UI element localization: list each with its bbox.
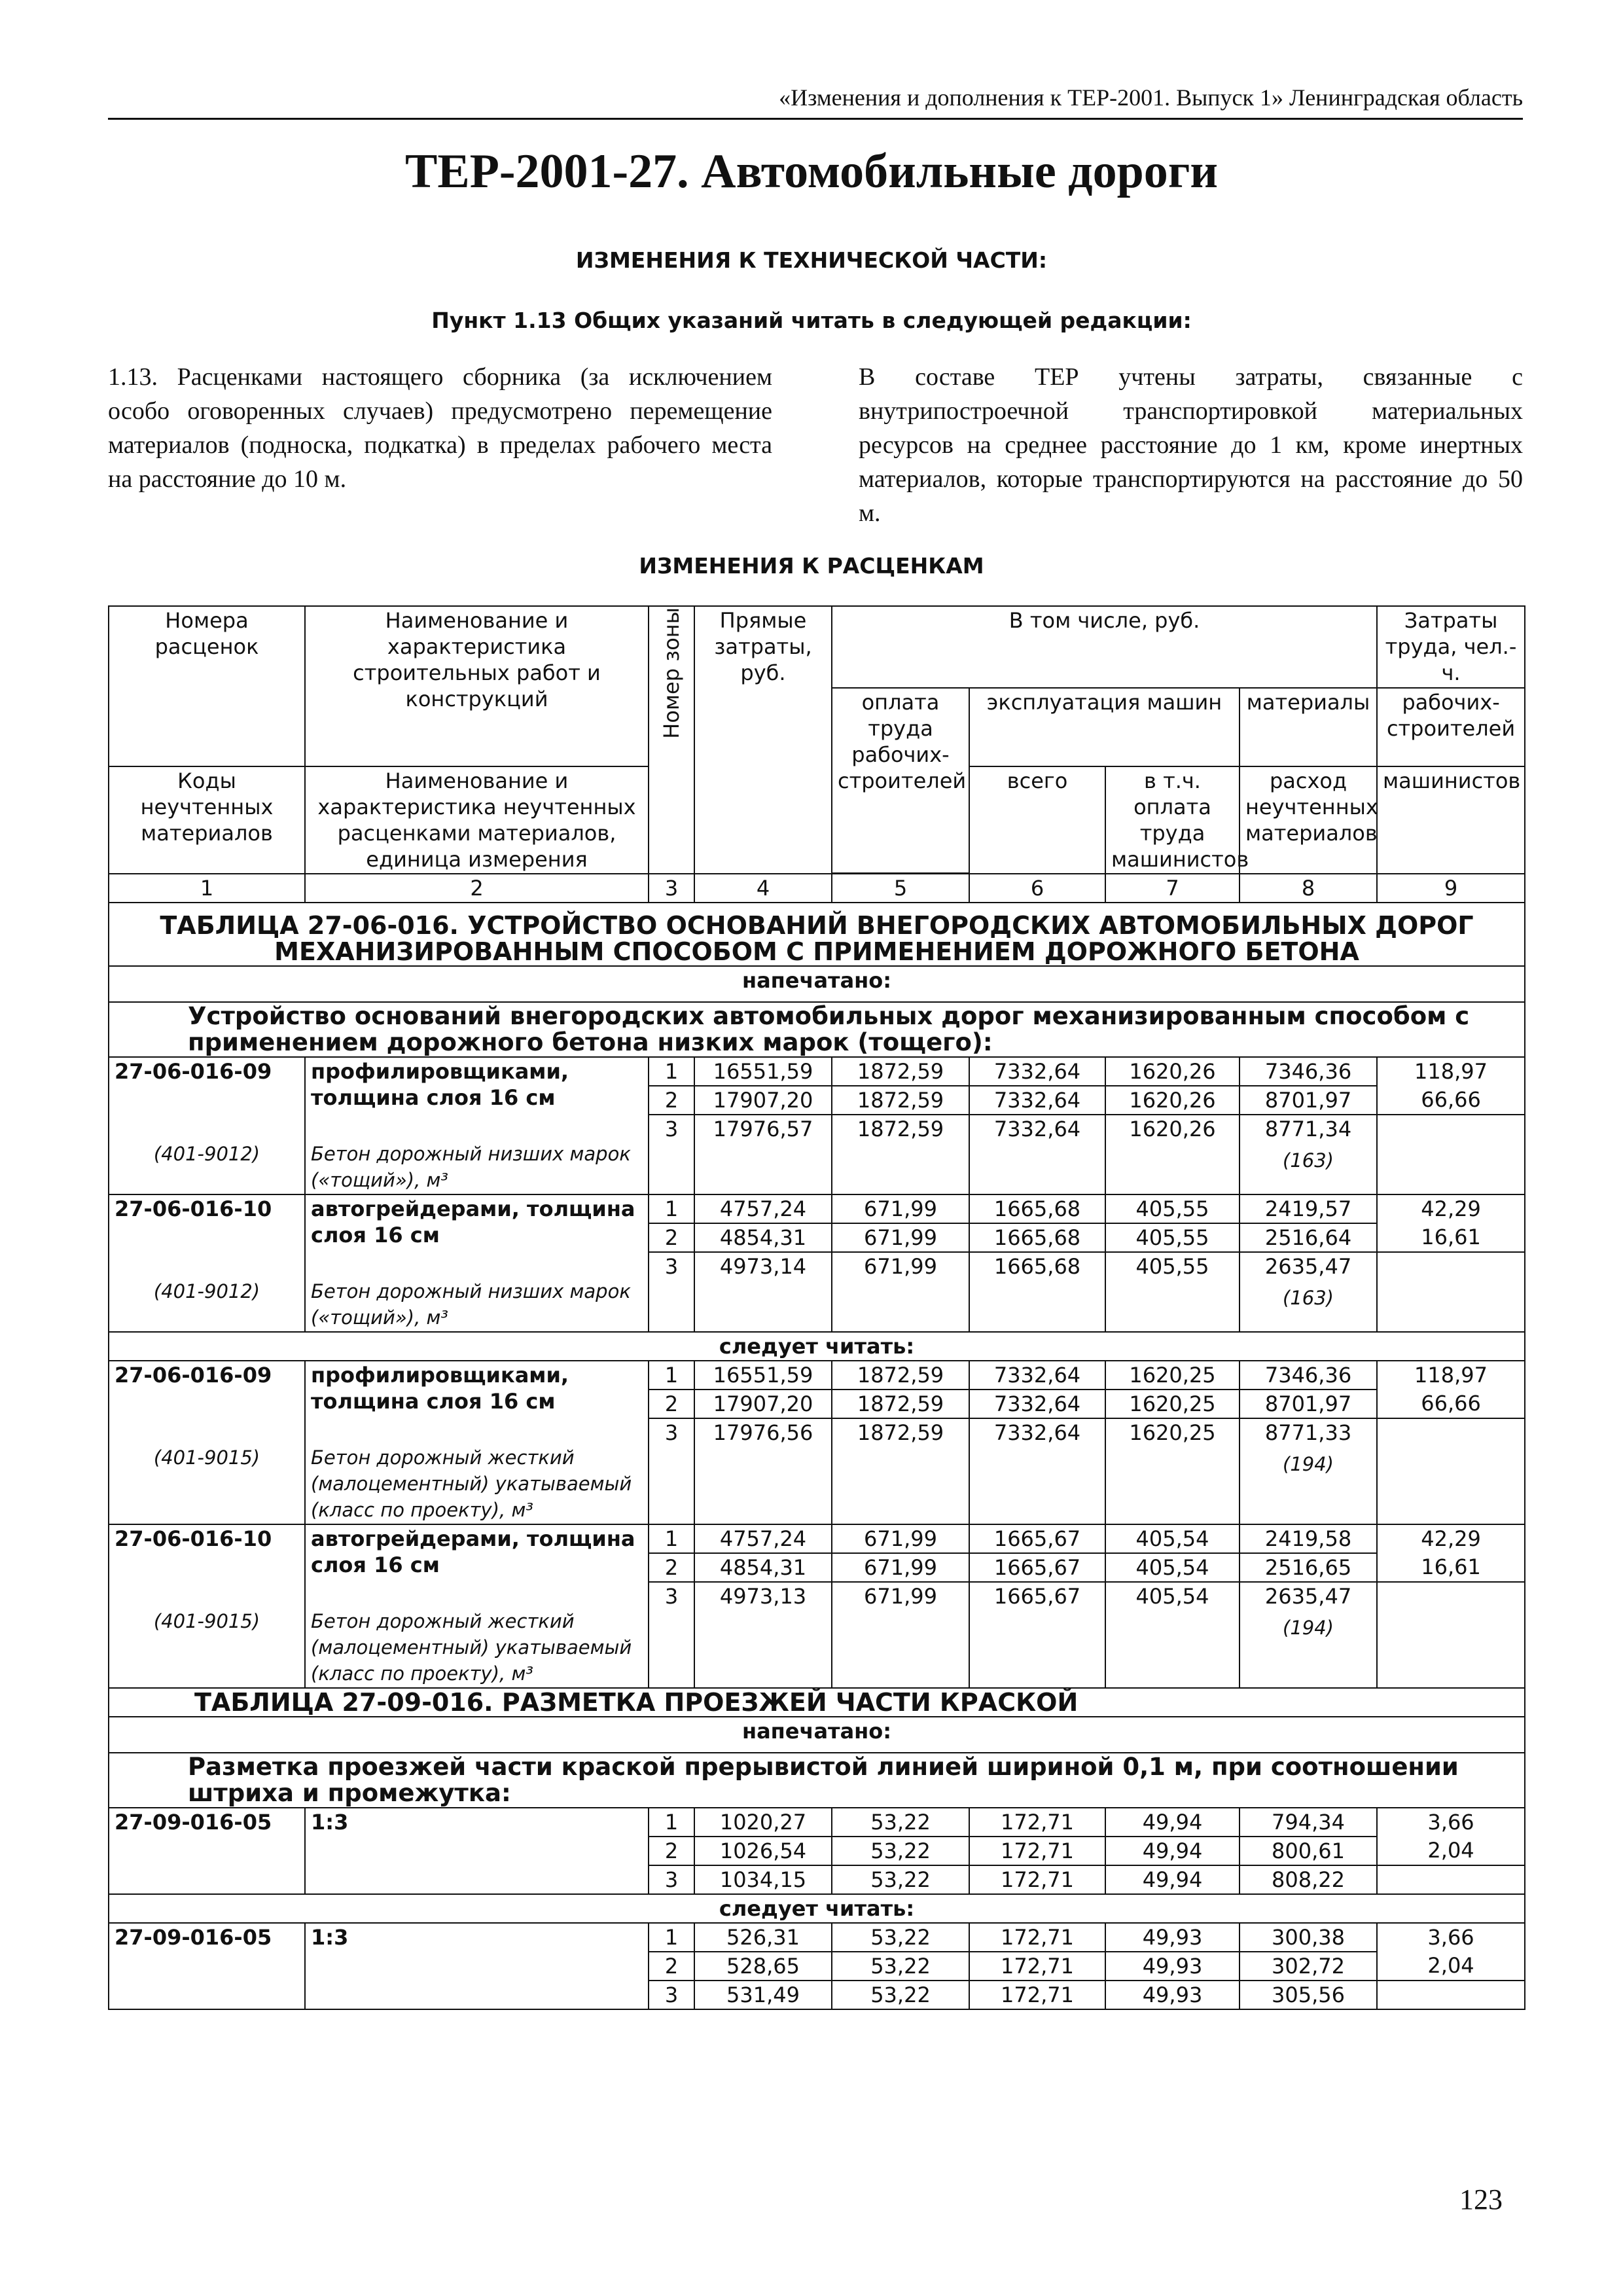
zone-cell: 3 — [649, 1115, 694, 1194]
zone-cell-materials — [1240, 1582, 1377, 1688]
zone-cell: 49,93 — [1105, 1981, 1240, 2009]
zone-cell: 302,72 — [1240, 1952, 1377, 1981]
rate-code: 27-09-016-05 — [109, 1923, 305, 1981]
zone-cell: 671,99 — [832, 1223, 969, 1252]
zone-cell: 405,55 — [1105, 1194, 1240, 1223]
zone-cell: 405,54 — [1105, 1553, 1240, 1582]
zone-cell: 1665,67 — [969, 1582, 1105, 1688]
material-use: (163) — [1283, 1149, 1334, 1172]
zone-cell: 172,71 — [969, 1865, 1105, 1894]
labor-machinists: 16,61 — [1377, 1223, 1525, 1252]
zone-cell: 800,61 — [1240, 1837, 1377, 1865]
read-as-label: следует читать: — [109, 1894, 1525, 1923]
th-total: всего — [969, 766, 1105, 874]
zone-cell: 405,55 — [1105, 1252, 1240, 1332]
th-codes: Коды неучтенных материалов — [109, 766, 305, 874]
th-machines: эксплуатация машин — [969, 688, 1240, 766]
zone-cell: 7332,64 — [969, 1418, 1105, 1524]
th-pay: оплата труда рабочих-строителей — [832, 688, 969, 873]
col-num: 7 — [1105, 874, 1240, 903]
material-name: Бетон дорожный жесткий (малоцементный) укатываемый (класс по проекту), м³ — [305, 1582, 649, 1688]
zone-cell: 300,38 — [1240, 1923, 1377, 1952]
material-code — [109, 1981, 305, 2009]
col-num: 3 — [649, 874, 694, 903]
zone-cell-materials — [1240, 1418, 1377, 1524]
zone-cell: 17976,56 — [694, 1418, 832, 1524]
labor-machinists: 2,04 — [1377, 1952, 1525, 1981]
zone-cell: 2516,64 — [1240, 1223, 1377, 1252]
zone-cell: 1 — [649, 1808, 694, 1837]
column-numbers-row — [109, 874, 1525, 903]
zone-cell: 3 — [649, 1865, 694, 1894]
rate-row — [109, 1582, 1525, 1688]
zone-cell: 17907,20 — [694, 1390, 832, 1418]
printed-label: напечатано: — [109, 966, 1525, 1002]
th-incl: В том числе, руб. — [832, 606, 1377, 688]
material-name: Бетон дорожный низших марок («тощий»), м³ — [305, 1115, 649, 1194]
rate-row — [109, 1194, 1525, 1223]
th-machinists: машинистов — [1377, 766, 1525, 874]
rate-code: 27-06-016-09 — [109, 1057, 305, 1115]
zone-cell: 2 — [649, 1086, 694, 1115]
zone-cell: 2 — [649, 1390, 694, 1418]
material-name — [305, 1865, 649, 1894]
zone-cell: 1665,67 — [969, 1553, 1105, 1582]
materials-cost: 305,56 — [1272, 1982, 1345, 2007]
table-27-06-016-subtitle: Устройство оснований внегородских автомобильных дорог механизированным способом с применением дорожного бетона низких марок (тощего): — [109, 1002, 1525, 1057]
zone-cell: 671,99 — [832, 1582, 969, 1688]
rates-section-heading: ИЗМЕНЕНИЯ К РАСЦЕНКАМ — [639, 553, 984, 579]
zone-cell: 17907,20 — [694, 1086, 832, 1115]
rate-row — [109, 1524, 1525, 1553]
zone-cell: 53,22 — [832, 1837, 969, 1865]
rate-name: автогрейдерами, толщина слоя 16 см — [305, 1524, 649, 1582]
zone-cell: 7332,64 — [969, 1086, 1105, 1115]
zone-cell: 671,99 — [832, 1194, 969, 1223]
material-use: (194) — [1283, 1617, 1334, 1639]
zone-cell: 7332,64 — [969, 1361, 1105, 1390]
zone-cell: 1 — [649, 1361, 694, 1390]
zone-cell: 1 — [649, 1923, 694, 1952]
zone-cell: 16551,59 — [694, 1057, 832, 1086]
th-mat-name: Наименование и характеристика неучтенных расценками материалов, единица измерения — [305, 766, 649, 874]
zone-cell: 8701,97 — [1240, 1086, 1377, 1115]
material-name: Бетон дорожный низших марок («тощий»), м³ — [305, 1252, 649, 1332]
labor-empty — [1377, 1865, 1525, 1894]
rate-name: профилировщиками, толщина слоя 16 см — [305, 1361, 649, 1418]
zone-cell: 1 — [649, 1057, 694, 1086]
zone-cell: 172,71 — [969, 1808, 1105, 1837]
zone-cell: 1026,54 — [694, 1837, 832, 1865]
material-code: (401-9012) — [109, 1115, 305, 1194]
material-code — [109, 1865, 305, 1894]
material-code: (401-9012) — [109, 1252, 305, 1332]
zone-cell: 49,94 — [1105, 1865, 1240, 1894]
running-header: «Изменения и дополнения к ТЕР-2001. Выпуск 1» Ленинградская область — [108, 84, 1523, 120]
zone-cell-materials — [1240, 1865, 1377, 1894]
zone-cell: 53,22 — [832, 1808, 969, 1837]
zone-cell: 2 — [649, 1837, 694, 1865]
paragraph-right: В составе ТЕР учтены затраты, связанные с внутрипостроечной транспортировкой материальных ресурсов на среднее расстояние до 1 км, кроме инертных материалов, которые транспортируются на расстояние до 50 м. — [859, 363, 1523, 527]
zone-cell: 7332,64 — [969, 1390, 1105, 1418]
labor-empty — [1377, 1582, 1525, 1688]
zone-cell: 2 — [649, 1952, 694, 1981]
rate-row — [109, 1252, 1525, 1332]
zone-cell: 53,22 — [832, 1952, 969, 1981]
zone-cell: 49,93 — [1105, 1923, 1240, 1952]
zone-cell-materials — [1240, 1981, 1377, 2009]
zone-cell: 3 — [649, 1252, 694, 1332]
zone-cell: 49,93 — [1105, 1952, 1240, 1981]
material-use: (194) — [1283, 1453, 1334, 1475]
labor-machinists: 2,04 — [1377, 1837, 1525, 1865]
zone-cell: 4854,31 — [694, 1553, 832, 1582]
zone-cell: 1620,26 — [1105, 1057, 1240, 1086]
printed-label: напечатано: — [109, 1717, 1525, 1753]
zone-cell: 7346,36 — [1240, 1057, 1377, 1086]
th-incl-pay: в т.ч. оплата труда машинистов — [1105, 766, 1240, 874]
zone-cell: 172,71 — [969, 1952, 1105, 1981]
rate-code: 27-06-016-10 — [109, 1524, 305, 1582]
tech-subheading: Пункт 1.13 Общих указаний читать в следующей редакции: — [431, 308, 1192, 333]
rate-row — [109, 1361, 1525, 1390]
rate-name: 1:3 — [305, 1923, 649, 1981]
materials-cost: 808,22 — [1272, 1867, 1345, 1892]
th-workers: рабочих-строителей — [1377, 688, 1525, 766]
zone-cell: 1872,59 — [832, 1390, 969, 1418]
th-rate-numbers: Номера расценок — [109, 606, 305, 766]
material-name: Бетон дорожный жесткий (малоцементный) укатываемый (класс по проекту), м³ — [305, 1418, 649, 1524]
zone-cell: 526,31 — [694, 1923, 832, 1952]
col-num: 4 — [694, 874, 832, 903]
rate-name: 1:3 — [305, 1808, 649, 1865]
zone-cell: 4757,24 — [694, 1194, 832, 1223]
zone-cell: 1020,27 — [694, 1808, 832, 1837]
zone-cell: 1034,15 — [694, 1865, 832, 1894]
th-work-name: Наименование и характеристика строительных работ и конструкций — [305, 606, 649, 766]
zone-cell: 2419,57 — [1240, 1194, 1377, 1223]
zone-cell: 1872,59 — [832, 1086, 969, 1115]
col-num: 8 — [1240, 874, 1377, 903]
material-use: (163) — [1283, 1287, 1334, 1309]
labor-empty — [1377, 1252, 1525, 1332]
zone-cell: 2 — [649, 1553, 694, 1582]
col-num: 5 — [832, 874, 969, 903]
zone-cell: 2 — [649, 1223, 694, 1252]
rate-code: 27-09-016-05 — [109, 1808, 305, 1865]
zone-cell: 1620,26 — [1105, 1115, 1240, 1194]
th-mat-use: расход неучтенных материалов — [1240, 766, 1377, 874]
rate-code: 27-06-016-10 — [109, 1194, 305, 1252]
labor-workers: 118,97 — [1377, 1361, 1525, 1390]
zone-cell: 405,55 — [1105, 1223, 1240, 1252]
rate-name: автогрейдерами, толщина слоя 16 см — [305, 1194, 649, 1252]
tech-section-heading: ИЗМЕНЕНИЯ К ТЕХНИЧЕСКОЙ ЧАСТИ: — [575, 247, 1048, 273]
labor-empty — [1377, 1418, 1525, 1524]
zone-cell: 53,22 — [832, 1981, 969, 2009]
zone-cell: 1665,67 — [969, 1524, 1105, 1553]
zone-cell: 1872,59 — [832, 1115, 969, 1194]
zone-cell: 49,94 — [1105, 1808, 1240, 1837]
zone-cell: 1620,25 — [1105, 1390, 1240, 1418]
zone-cell: 1 — [649, 1524, 694, 1553]
read-as-label: следует читать: — [109, 1332, 1525, 1361]
zone-cell: 528,65 — [694, 1952, 832, 1981]
page-title: ТЕР-2001-27. Автомобильные дороги — [404, 145, 1219, 198]
rate-row — [109, 1057, 1525, 1086]
th-zone-label: Номер зоны — [659, 607, 684, 739]
zone-cell: 7346,36 — [1240, 1361, 1377, 1390]
zone-cell: 1 — [649, 1194, 694, 1223]
labor-workers: 118,97 — [1377, 1057, 1525, 1086]
zone-cell: 794,34 — [1240, 1808, 1377, 1837]
zone-cell: 172,71 — [969, 1837, 1105, 1865]
labor-machinists: 66,66 — [1377, 1390, 1525, 1418]
rate-row — [109, 1808, 1525, 1837]
zone-cell: 2516,65 — [1240, 1553, 1377, 1582]
zone-cell: 172,71 — [969, 1923, 1105, 1952]
zone-cell-materials — [1240, 1115, 1377, 1194]
labor-empty — [1377, 1115, 1525, 1194]
rate-name: профилировщиками, толщина слоя 16 см — [305, 1057, 649, 1115]
th-labor: Затраты труда, чел.-ч. — [1377, 606, 1525, 688]
zone-cell: 4757,24 — [694, 1524, 832, 1553]
zone-cell: 1872,59 — [832, 1057, 969, 1086]
materials-cost: 8771,33 — [1264, 1420, 1352, 1445]
zone-cell: 3 — [649, 1582, 694, 1688]
zone-cell: 1620,26 — [1105, 1086, 1240, 1115]
rate-code: 27-06-016-09 — [109, 1361, 305, 1418]
material-name — [305, 1981, 649, 2009]
table-27-06-016-title: ТАБЛИЦА 27-06-016. УСТРОЙСТВО ОСНОВАНИЙ ВНЕГОРОДСКИХ АВТОМОБИЛЬНЫХ ДОРОГ МЕХАНИЗИРОВАННЫМ СПОСОБОМ С ПРИМЕНЕНИЕМ ДОРОЖНОГО БЕТОНА — [109, 903, 1525, 966]
rate-row — [109, 1923, 1525, 1952]
zone-cell: 1665,68 — [969, 1252, 1105, 1332]
material-code: (401-9015) — [109, 1418, 305, 1524]
material-code: (401-9015) — [109, 1582, 305, 1688]
labor-machinists: 16,61 — [1377, 1553, 1525, 1582]
col-num: 2 — [305, 874, 649, 903]
th-direct-costs: Прямые затраты, руб. — [694, 606, 832, 874]
col-num: 9 — [1377, 874, 1525, 903]
zone-cell: 405,54 — [1105, 1582, 1240, 1688]
labor-workers: 42,29 — [1377, 1524, 1525, 1553]
rates-table — [108, 605, 1525, 2010]
zone-cell: 4973,14 — [694, 1252, 832, 1332]
zone-cell: 7332,64 — [969, 1057, 1105, 1086]
col-num: 6 — [969, 874, 1105, 903]
zone-cell: 172,71 — [969, 1981, 1105, 2009]
paragraph-left: 1.13. Расценками настоящего сборника (за исключением особо оговоренных случаев) предусмотрено перемещение материалов (подноска, подкатка) в пределах рабочего места на расстояние до 10 м. — [108, 363, 772, 493]
zone-cell: 531,49 — [694, 1981, 832, 2009]
rate-row — [109, 1418, 1525, 1524]
zone-cell: 1872,59 — [832, 1418, 969, 1524]
zone-cell: 671,99 — [832, 1252, 969, 1332]
zone-cell: 1620,25 — [1105, 1418, 1240, 1524]
labor-machinists: 66,66 — [1377, 1086, 1525, 1115]
zone-cell: 1872,59 — [832, 1361, 969, 1390]
zone-cell: 3 — [649, 1418, 694, 1524]
th-materials: материалы — [1240, 688, 1377, 766]
zone-cell: 671,99 — [832, 1553, 969, 1582]
th-zone — [649, 606, 694, 874]
zone-cell: 3 — [649, 1981, 694, 2009]
zone-cell: 2419,58 — [1240, 1524, 1377, 1553]
zone-cell: 17976,57 — [694, 1115, 832, 1194]
col-num: 1 — [109, 874, 305, 903]
zone-cell: 7332,64 — [969, 1115, 1105, 1194]
rate-row — [109, 1865, 1525, 1894]
zone-cell: 1620,25 — [1105, 1361, 1240, 1390]
zone-cell: 4973,13 — [694, 1582, 832, 1688]
zone-cell: 1665,68 — [969, 1194, 1105, 1223]
materials-cost: 8771,34 — [1264, 1117, 1352, 1141]
labor-workers: 3,66 — [1377, 1923, 1525, 1952]
materials-cost: 2635,47 — [1264, 1254, 1352, 1279]
materials-cost: 2635,47 — [1264, 1584, 1352, 1609]
rate-row — [109, 1981, 1525, 2009]
zone-cell: 8701,97 — [1240, 1390, 1377, 1418]
table-27-09-016-subtitle: Разметка проезжей части краской прерывистой линией шириной 0,1 м, при соотношении штриха и промежутка: — [109, 1753, 1525, 1808]
rate-row — [109, 1115, 1525, 1194]
page-number: 123 — [1459, 2183, 1503, 2215]
zone-cell: 1665,68 — [969, 1223, 1105, 1252]
zone-cell: 53,22 — [832, 1865, 969, 1894]
zone-cell: 405,54 — [1105, 1524, 1240, 1553]
table-27-09-016-title: ТАБЛИЦА 27-09-016. РАЗМЕТКА ПРОЕЗЖЕЙ ЧАСТИ КРАСКОЙ — [109, 1688, 1525, 1717]
zone-cell: 4854,31 — [694, 1223, 832, 1252]
zone-cell: 16551,59 — [694, 1361, 832, 1390]
zone-cell-materials — [1240, 1252, 1377, 1332]
zone-cell: 49,94 — [1105, 1837, 1240, 1865]
labor-workers: 3,66 — [1377, 1808, 1525, 1837]
labor-empty — [1377, 1981, 1525, 2009]
labor-workers: 42,29 — [1377, 1194, 1525, 1223]
zone-cell: 53,22 — [832, 1923, 969, 1952]
zone-cell: 671,99 — [832, 1524, 969, 1553]
